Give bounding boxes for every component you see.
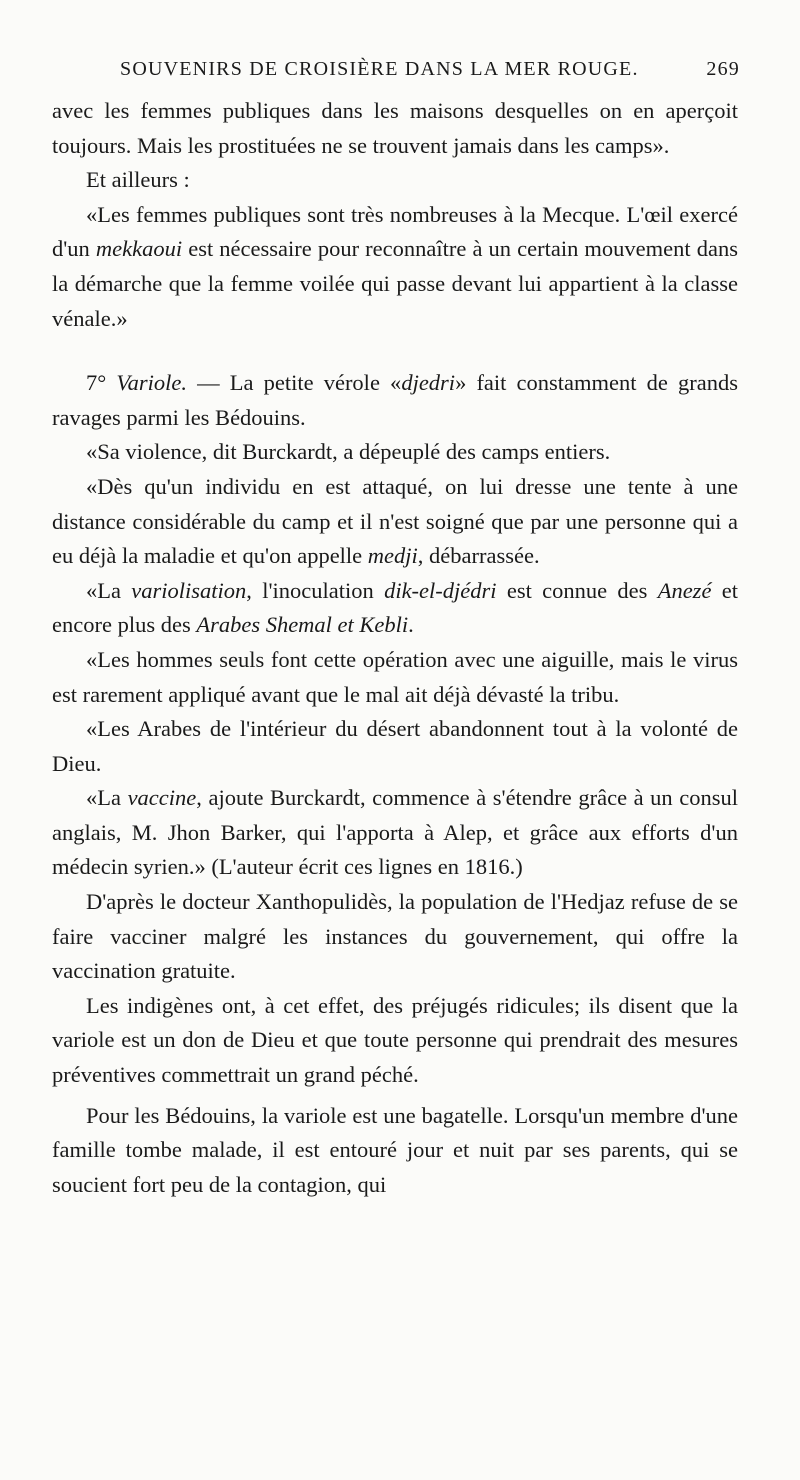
text-segment: — La petite vérole « <box>187 370 402 396</box>
paragraph-13 <box>52 1099 738 1203</box>
paragraph-11 <box>52 885 738 989</box>
text-segment: , l'inoculation <box>246 577 385 603</box>
paragraph-7 <box>52 574 738 643</box>
text-segment: «Les Arabes de l'intérieur du désert abandonnent tout à la volonté de Dieu. <box>52 716 738 776</box>
text-segment: Les indigènes ont, à cet effet, des préjugés ridicules; ils disent que la variole est un don de Dieu et que toute personne qui prendrait des mesures préventives commettrait un grand péché. <box>52 992 738 1088</box>
text-segment: avec les femmes publiques dans les maisons desquelles on en aperçoit toujours. Mais les prostituées ne se trouvent jamais dans les camps». <box>52 98 738 158</box>
paragraph-3 <box>52 198 738 336</box>
text-segment: est connue des <box>496 577 658 603</box>
text-segment: , ajoute Burckardt, commence à s'étendre grâce à un consul anglais, M. Jhon Barker, qui l'apporta à Alep, et grâce aux efforts d'un médecin syrien.» (L'auteur écrit ces lignes en 1816.) <box>52 785 739 880</box>
paragraph-12 <box>52 989 738 1093</box>
text-segment: , débarrassée. <box>417 543 540 569</box>
italic-term: dik-el-djédri <box>384 577 497 603</box>
text-segment: et encore plus des <box>52 577 738 638</box>
page-header <box>100 58 740 88</box>
italic-term: djedri <box>401 370 456 396</box>
paragraph-4 <box>52 366 738 435</box>
italic-term: variolisation <box>131 577 247 603</box>
text-segment: «Les femmes publiques sont très nombreuses à la Mecque. L'œil exercé d'un <box>52 201 738 262</box>
text-segment: » fait constamment de grands ravages parmi les Bédouins. <box>52 370 738 430</box>
text-segment: «Dès qu'un individu en est attaqué, on lui dresse une tente à une distance considérable du camp et il n'est soigné que par une personne qui a eu déjà la maladie et qu'on appelle <box>52 473 738 569</box>
text-segment: est nécessaire pour reconnaître à un certain mouvement dans la démarche que la femme voilée qui passe devant lui appartient à la classe vénale.» <box>52 236 738 331</box>
text-segment: Pour les Bédouins, la variole est une bagatelle. Lorsqu'un membre d'une famille tombe malade, il est entouré jour et nuit par ses parents, qui se soucient fort peu de la contagion, qui <box>52 1102 738 1197</box>
text-segment: 7° <box>86 370 117 396</box>
paragraph-2 <box>52 163 738 198</box>
text-segment: «Sa violence, dit Burckardt, a dépeuplé des camps entiers. <box>86 439 611 465</box>
running-title: SOUVENIRS DE CROISIÈRE DANS LA MER ROUGE. <box>120 58 639 80</box>
paragraph-10 <box>52 781 738 885</box>
page-body <box>52 94 738 1202</box>
italic-term: Arabes Shemal et Kebli <box>196 612 409 638</box>
paragraph-5 <box>52 435 738 470</box>
text-segment: . <box>408 612 414 638</box>
italic-term: Anezé <box>657 577 712 603</box>
paragraph-8 <box>52 643 738 712</box>
text-segment: D'après le docteur Xanthopulidès, la population de l'Hedjaz refuse de se faire vacciner malgré les instances du gouvernement, qui offre la vaccination gratuite. <box>52 889 738 984</box>
text-segment: «La <box>86 785 128 811</box>
italic-term: vaccine <box>127 785 197 811</box>
section-heading: Variole. <box>116 370 187 396</box>
text-segment: Et ailleurs : <box>86 167 190 193</box>
italic-term: mekkaoui <box>95 236 183 262</box>
text-segment: «La <box>86 577 132 603</box>
paragraph-9 <box>52 712 738 781</box>
italic-term: medji <box>367 543 418 569</box>
paragraph-1 <box>52 94 738 163</box>
paragraph-6 <box>52 470 738 574</box>
text-segment: «Les hommes seuls font cette opération avec une aiguille, mais le virus est rarement appliqué avant que le mal ait déjà dévasté la tribu. <box>52 646 738 707</box>
page-number: 269 <box>706 58 740 80</box>
